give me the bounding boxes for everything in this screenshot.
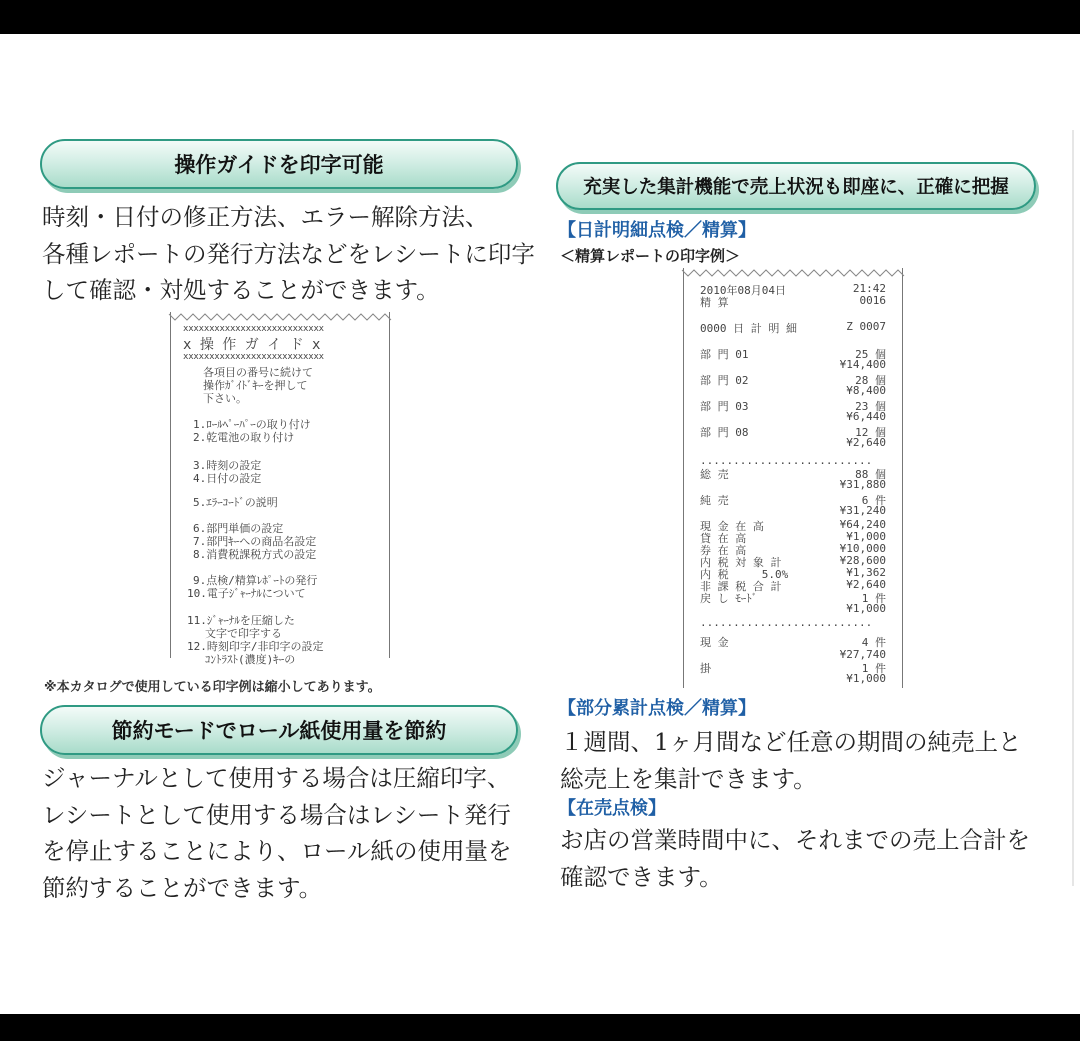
report-row-value: 4 件 [861, 636, 886, 649]
report-row-value: ¥28,600 [839, 554, 886, 567]
receipt-line: 下さい。 [203, 392, 247, 405]
receipt-torn-edge [169, 312, 391, 322]
report-row-label: 掛 [700, 662, 711, 675]
report-row-value: ¥31,880 [839, 478, 886, 491]
text-line: １週間、1ヶ月間など任意の期間の純売上と [560, 728, 1022, 756]
report-row-value: 12 個 [855, 426, 886, 439]
report-row-label: 内 税 5.0% [700, 568, 789, 581]
report-row-label: 部 門 02 [700, 374, 749, 387]
receipt-line: 各項目の番号に続けて [203, 366, 313, 379]
report-row-value: 28 個 [855, 374, 886, 387]
report-row-label: 非 課 税 合 計 [700, 580, 782, 593]
report-row-label: 内 税 対 象 計 [700, 556, 782, 569]
in-sales-check-label: 【在売点検】 [558, 798, 666, 819]
text-line: して確認・対処することができます。 [42, 276, 440, 304]
receipt-line: xxxxxxxxxxxxxxxxxxxxxxxxxxx [183, 324, 324, 334]
receipt-torn-edge [682, 268, 904, 278]
partial-cumulative-label: 【部分累計点検／精算】 [558, 698, 756, 719]
receipt-line: xxxxxxxxxxxxxxxxxxxxxxxxxxx [183, 352, 324, 362]
report-row-label: 部 門 03 [700, 400, 749, 413]
report-row-value: Z 0007 [846, 320, 886, 333]
operation-guide-description [42, 199, 535, 309]
report-row-label: 0000 日 計 明 細 [700, 322, 797, 335]
receipt-title: x 操 作 ガ イ ド x [183, 337, 321, 353]
report-row-value: ¥1,000 [846, 602, 886, 615]
report-row-value: ¥10,000 [839, 542, 886, 555]
report-row-value: ¥8,400 [846, 384, 886, 397]
daily-detail-label: 【日計明細点検／精算】 [558, 220, 756, 241]
top-black-bar [0, 0, 1080, 34]
report-row-label: 貸 在 高 [700, 532, 747, 545]
report-row-value: ¥2,640 [846, 578, 886, 591]
report-row-value: 25 個 [855, 348, 886, 361]
text-line: 時刻・日付の修正方法、エラー解除方法、 [42, 203, 489, 231]
report-row-label: 現 金 [700, 636, 729, 649]
settlement-report-receipt [683, 268, 903, 688]
text-line: 節約することができます。 [42, 873, 323, 902]
report-row-label: 戻 し ﾓｰﾄﾞ [700, 592, 758, 605]
report-row-value: 6 件 [861, 494, 886, 507]
page-edge-line [1072, 130, 1074, 886]
catalog-note: ※本カタログで使用している印字例は縮小してあります。 [44, 680, 381, 695]
report-row-label: .......................... [700, 454, 873, 467]
report-row-value: ¥31,240 [839, 504, 886, 517]
receipt-line: 7.部門ｷｰへの商品名設定 [193, 535, 317, 548]
report-row-label: 2010年08月04日 [700, 284, 786, 297]
report-row-label: 現 金 在 高 [700, 520, 764, 533]
receipt-line: 6.部門単価の設定 [193, 522, 284, 535]
report-row-value: 21:42 [852, 282, 886, 295]
report-row-value: ¥6,440 [846, 410, 886, 423]
report-row-label: 部 門 01 [700, 348, 749, 361]
report-row-value: ¥1,000 [846, 530, 886, 543]
report-row-value: 1 件 [861, 592, 886, 605]
operation-guide-receipt [170, 312, 390, 666]
report-row-label: .......................... [700, 616, 873, 629]
receipt-line: 3.時刻の設定 [193, 459, 262, 472]
section-heading-operation-guide [40, 139, 518, 189]
partial-cumulative-description [560, 724, 1021, 797]
section-heading-aggregation [556, 162, 1036, 210]
receipt-line: 8.消費税課税方式の設定 [193, 548, 317, 561]
report-row-value: ¥1,362 [846, 566, 886, 579]
section-heading-text: 操作ガイドを印字可能 [174, 153, 384, 177]
report-row-value: ¥2,640 [846, 436, 886, 449]
text-line: レシートとして使用する場合はレシート発行 [42, 800, 511, 829]
report-row-value: 1 件 [861, 662, 886, 675]
receipt-line: 10.電子ｼﾞｬｰﾅﾙについて [187, 587, 306, 600]
receipt-line: 5.ｴﾗｰｺｰﾄﾞの説明 [193, 496, 278, 509]
report-row-label: 総 売 [700, 468, 729, 481]
section-heading-saving-mode [40, 705, 518, 755]
receipt-line: 1.ﾛｰﾙﾍﾟｰﾊﾟｰの取り付け [193, 418, 311, 431]
section-heading-text: 充実した集計機能で売上状況も即座に、正確に把握 [583, 177, 1009, 198]
section-heading-text: 節約モードでロール紙使用量を節約 [111, 719, 447, 743]
report-row-value: 23 個 [855, 400, 886, 413]
report-row-value: 88 個 [855, 468, 886, 481]
text-line: を停止することにより、ロール紙の使用量を [42, 837, 512, 865]
report-row-value: 0016 [859, 294, 886, 307]
receipt-line: 2.乾電池の取り付け [193, 431, 295, 444]
report-row-value: ¥64,240 [839, 518, 886, 531]
text-line: ジャーナルとして使用する場合は圧縮印字、 [42, 764, 511, 792]
text-line: 各種レポートの発行方法などをレシートに印字 [42, 239, 535, 268]
in-sales-check-description [560, 822, 1030, 895]
report-row-label: 精 算 [700, 296, 729, 309]
report-row-label: 券 在 高 [700, 544, 747, 557]
receipt-line: 11.ｼﾞｬｰﾅﾙを圧縮した [187, 614, 295, 627]
receipt-line: 操作ｶﾞｲﾄﾞｷｰを押して [203, 379, 308, 392]
receipt-line: 4.日付の設定 [193, 472, 262, 485]
text-line: 確認できます。 [560, 862, 723, 891]
receipt-line: 9.点検/精算ﾚﾎﾟｰﾄの発行 [193, 574, 318, 587]
receipt-line: ｺﾝﾄﾗｽﾄ(濃度)ｷｰの [205, 653, 296, 666]
report-print-example-label: ＜精算レポートの印字例＞ [560, 247, 741, 265]
receipt-line: 文字で印字する [205, 627, 282, 640]
report-row-value: ¥27,740 [839, 648, 886, 661]
report-row-value: ¥1,000 [846, 672, 886, 685]
receipt-line: 12.時刻印字/非印字の設定 [187, 640, 324, 653]
text-line: お店の営業時間中に、それまでの売上合計を [560, 826, 1030, 854]
report-row-label: 純 売 [700, 494, 729, 507]
bottom-black-bar [0, 1014, 1080, 1041]
saving-mode-description [42, 760, 512, 906]
report-row-value: ¥14,400 [839, 358, 886, 371]
report-row-label: 部 門 08 [700, 426, 749, 439]
text-line: 総売上を集計できます。 [560, 764, 817, 793]
